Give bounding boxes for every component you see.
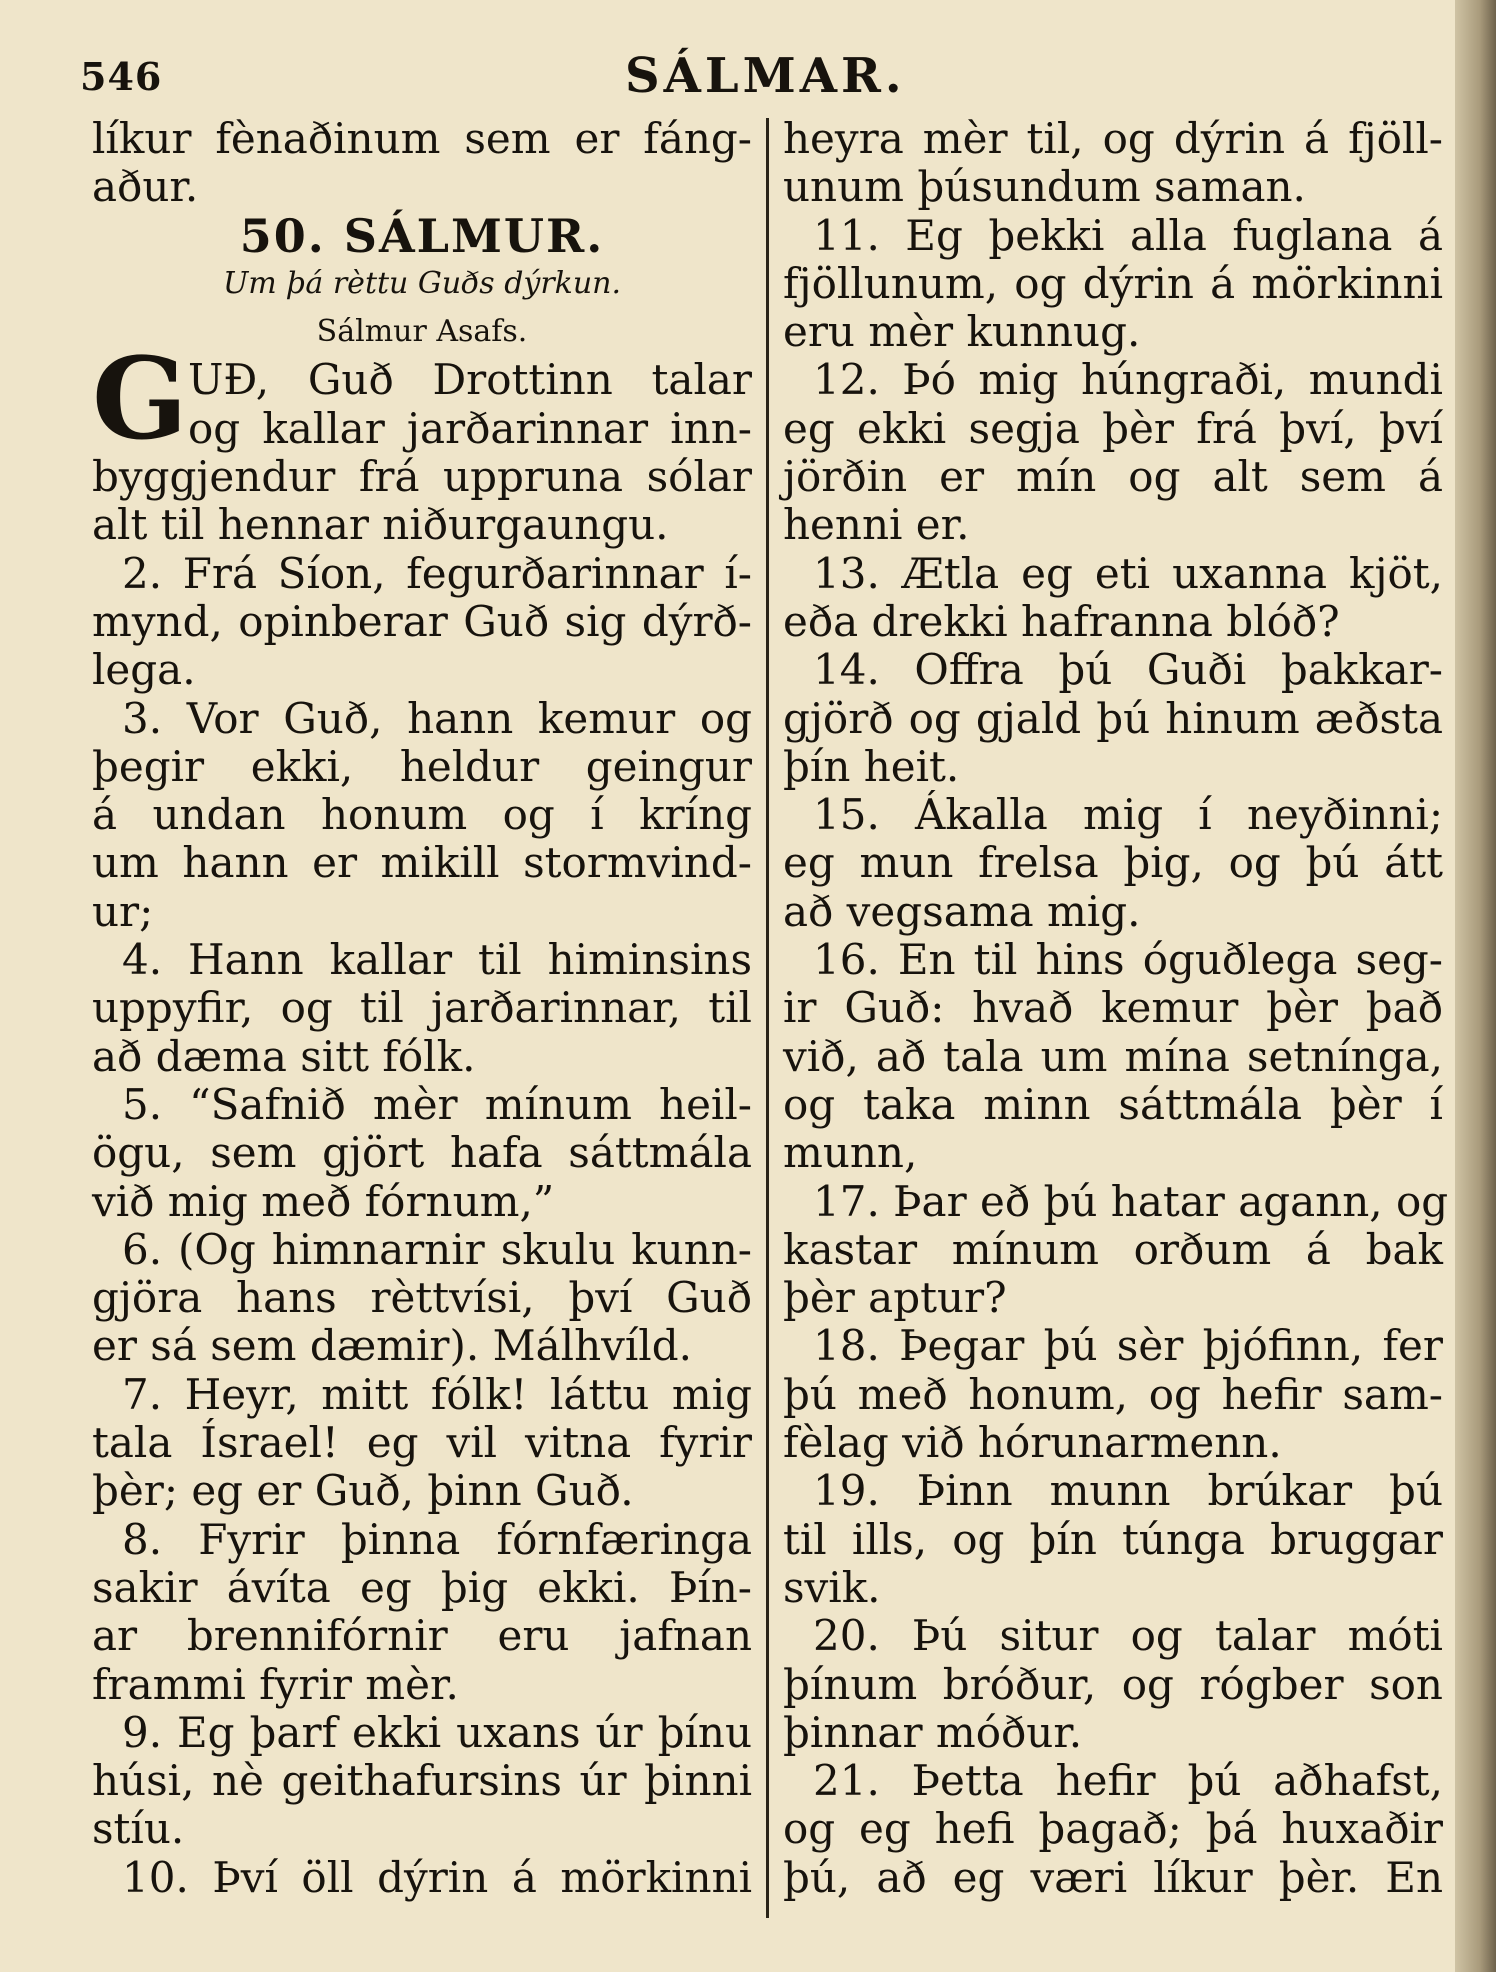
text-line: fjöllunum, og dýrin á mörkinni bbox=[783, 258, 1443, 308]
text-line: tala Ísrael! eg vil vitna fyrir bbox=[92, 1418, 752, 1468]
text-line: gjöra hans rèttvísi, því Guð bbox=[92, 1273, 752, 1323]
text-line: byggjendur frá uppruna sólar bbox=[92, 452, 752, 502]
verse-1 bbox=[92, 334, 752, 550]
text-line: 6. (Og himnarnir skulu kunn- bbox=[122, 1224, 752, 1274]
text-line: 13. Ætla eg eti uxanna kjöt, bbox=[813, 548, 1443, 598]
text-line: heyra mèr til, og dýrin á fjöll- bbox=[783, 114, 1443, 163]
text-line: henni er. bbox=[783, 500, 970, 550]
text-line: 9. Eg þarf ekki uxans úr þínu bbox=[122, 1707, 752, 1757]
text-line: lega. bbox=[92, 645, 196, 695]
text-line: 17. Þar eð þú hatar agann, og bbox=[813, 1176, 1449, 1226]
text-line: fèlag við hórunarmenn. bbox=[783, 1418, 1282, 1468]
text-line: er sá sem dæmir). Málhvíld. bbox=[92, 1321, 692, 1371]
text-line: um hann er mikill stormvind- bbox=[92, 838, 752, 888]
text-line: ögu, sem gjört hafa sáttmála bbox=[92, 1128, 752, 1178]
text-line: að dæma sitt fólk. bbox=[92, 1031, 476, 1081]
text-line: við mig með fórnum,” bbox=[92, 1176, 555, 1226]
page-number: 546 bbox=[80, 54, 163, 99]
left-column bbox=[92, 115, 752, 1902]
text-line: eða drekki hafranna blóð? bbox=[783, 596, 1340, 646]
text-line: stíu. bbox=[92, 1804, 185, 1854]
text-line: til ills, og þín túnga bruggar bbox=[783, 1514, 1443, 1564]
text-line: og eg hefi þagað; þá huxaðir bbox=[783, 1804, 1443, 1854]
text-line: á undan honum og í kríng bbox=[92, 790, 752, 840]
text-line: UÐ, Guð Drottinn talar bbox=[188, 355, 752, 405]
text-line: líkur fènaðinum sem er fáng- bbox=[92, 114, 752, 163]
text-line: þèr aptur? bbox=[783, 1273, 1007, 1323]
text-line: 21. Þetta hefir þú aðhafst, bbox=[813, 1756, 1443, 1806]
text-line: að vegsama mig. bbox=[783, 886, 1141, 936]
page-header bbox=[80, 48, 1450, 108]
text-line: 16. En til hins óguðlega seg- bbox=[813, 935, 1443, 985]
psalm-subtitle: Um þá rèttu Guðs dýrkun. bbox=[222, 265, 622, 301]
text-line: 8. Fyrir þinna fórnfæringa bbox=[122, 1514, 752, 1564]
text-line: 14. Offra þú Guði þakkar- bbox=[813, 645, 1443, 695]
text-line: 11. Eg þekki alla fuglana á bbox=[813, 210, 1443, 260]
text-line: 19. Þinn munn brúkar þú bbox=[813, 1466, 1443, 1516]
text-line: ur; bbox=[92, 886, 154, 936]
text-line: 5. “Safnið mèr mínum heil- bbox=[122, 1079, 752, 1129]
right-column bbox=[783, 114, 1449, 1902]
text-line: 2. Frá Síon, fegurðarinnar í- bbox=[122, 548, 752, 598]
psalm-heading: 50. SÁLMUR. bbox=[239, 208, 605, 263]
text-line: munn, bbox=[783, 1128, 918, 1178]
text-line: þegir ekki, heldur geingur bbox=[92, 741, 752, 791]
drop-cap: G bbox=[92, 334, 188, 466]
text-line: við, að tala um mína setnínga, bbox=[783, 1031, 1443, 1081]
text-line: eru mèr kunnug. bbox=[783, 307, 1141, 357]
text-line: jörðin er mín og alt sem á bbox=[783, 452, 1443, 502]
text-line: 15. Ákalla mig í neyðinni; bbox=[813, 790, 1443, 840]
text-line: eg mun frelsa þig, og þú átt bbox=[783, 838, 1443, 888]
text-line: svik. bbox=[783, 1562, 881, 1612]
column-divider bbox=[766, 118, 769, 1918]
text-line: 3. Vor Guð, hann kemur og bbox=[122, 693, 752, 743]
text-line: þú, að eg væri líkur þèr. En bbox=[783, 1852, 1443, 1902]
text-line: frammi fyrir mèr. bbox=[92, 1659, 459, 1709]
text-line: þú með honum, og hefir sam- bbox=[783, 1369, 1443, 1419]
text-line: aður. bbox=[92, 162, 199, 212]
page-edge bbox=[1455, 0, 1496, 1972]
running-title: SÁLMAR. bbox=[625, 48, 906, 104]
text-line: 18. Þegar þú sèr þjófinn, fer bbox=[813, 1321, 1443, 1371]
text-line: uppyfir, og til jarðarinnar, til bbox=[92, 983, 752, 1033]
text-line: ar brennifórnir eru jafnan bbox=[92, 1611, 752, 1661]
text-line: 4. Hann kallar til himinsins bbox=[122, 935, 752, 985]
text-line: ir Guð: hvað kemur þèr það bbox=[783, 983, 1443, 1033]
text-line: og taka minn sáttmála þèr í bbox=[783, 1079, 1443, 1129]
text-line: mynd, opinberar Guð sig dýrð- bbox=[92, 596, 752, 646]
text-line: húsi, nè geithafursins úr þinni bbox=[92, 1756, 752, 1806]
text-line: unum þúsundum saman. bbox=[783, 162, 1306, 212]
text-line: 12. Þó mig húngraði, mundi bbox=[813, 355, 1443, 405]
text-line: þèr; eg er Guð, þinn Guð. bbox=[92, 1466, 634, 1516]
psalm-attribution: Sálmur Asafs. bbox=[316, 314, 528, 350]
text-line: sakir ávíta eg þig ekki. Þín- bbox=[92, 1562, 752, 1612]
text-line: 20. Þú situr og talar móti bbox=[813, 1611, 1443, 1661]
text-line: þinnar móður. bbox=[783, 1707, 1083, 1757]
text-line: 10. Því öll dýrin á mörkinni bbox=[122, 1852, 752, 1902]
text-line: alt til hennar niðurgaungu. bbox=[92, 500, 669, 550]
text-line: kastar mínum orðum á bak bbox=[783, 1224, 1443, 1274]
text-line: gjörð og gjald þú hinum æðsta bbox=[783, 693, 1443, 743]
text-line: 7. Heyr, mitt fólk! láttu mig bbox=[122, 1369, 752, 1419]
text-line: og kallar jarðarinnar inn- bbox=[188, 403, 752, 453]
text-line: þínum bróður, og rógber son bbox=[783, 1659, 1443, 1709]
text-line: þín heit. bbox=[783, 741, 960, 791]
text-line: eg ekki segja þèr frá því, því bbox=[783, 403, 1443, 453]
